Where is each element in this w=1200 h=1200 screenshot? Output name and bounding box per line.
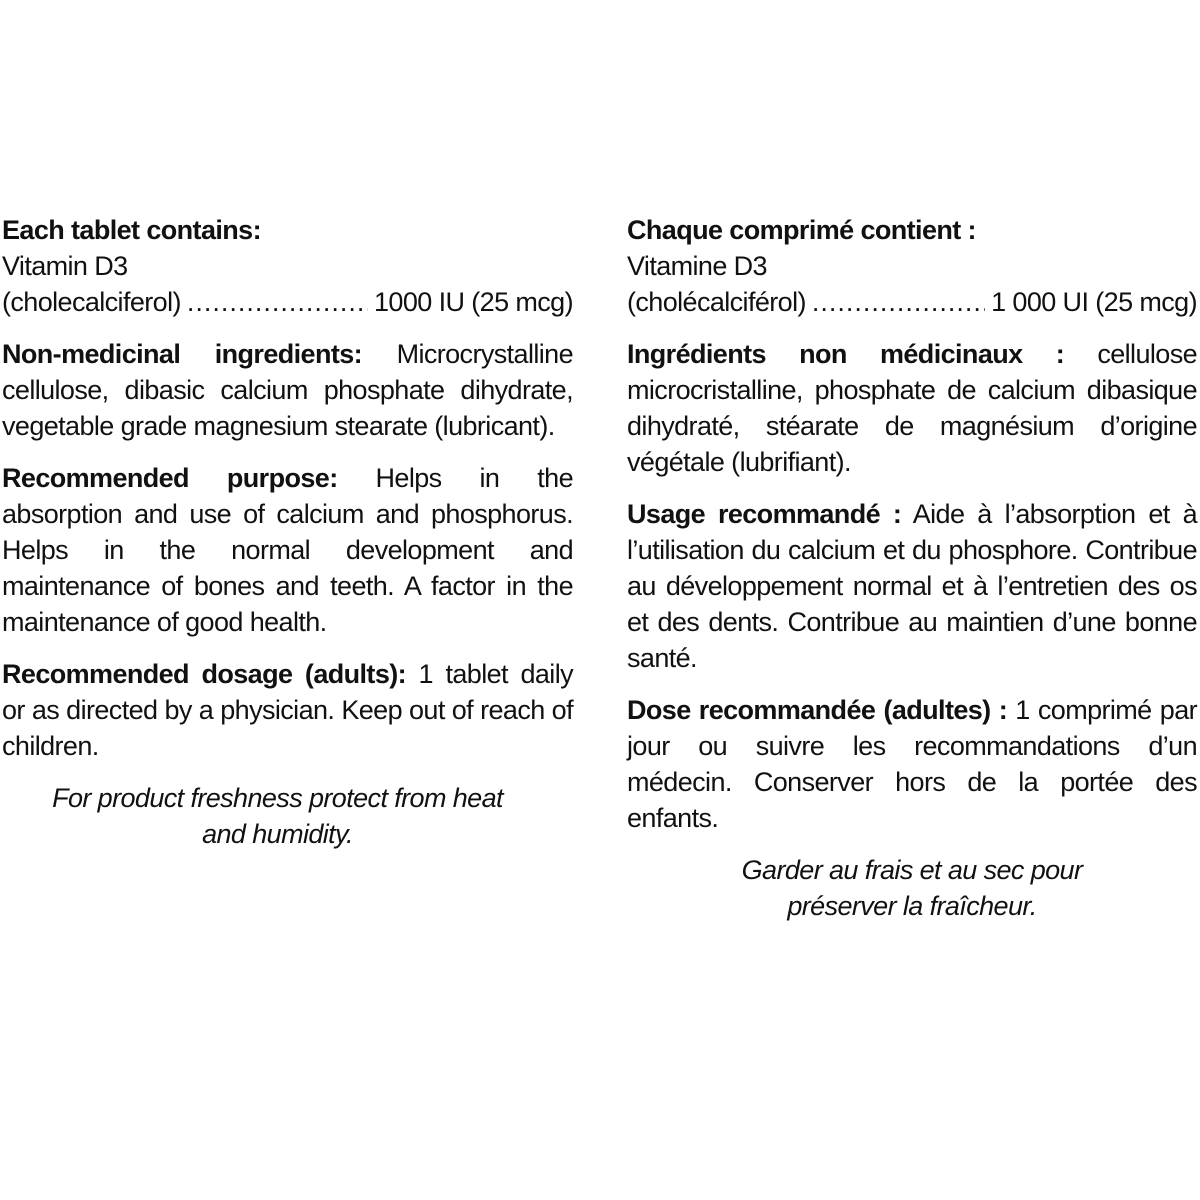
dosage-text-fr: 1 comprimé par jour ou suivre les recommandations d’un médecin. Conserver hors de la portée des enfants.	[627, 695, 1197, 833]
recommended-dosage-fr	[627, 692, 1197, 836]
storage-note-fr: Garder au frais et au sec pour préserver la fraîcheur.	[741, 855, 1083, 921]
non-medicinal-ingredients-fr	[627, 336, 1197, 480]
french-column	[627, 212, 1197, 924]
storage-note: For product freshness protect from heat and humidity.	[52, 783, 503, 849]
ingredient-row-fr	[627, 284, 1197, 320]
ingredient-chemical-name: (cholecalciferol)	[2, 287, 181, 317]
ingredient-chemical-name-fr: (cholécalciférol)	[627, 287, 806, 317]
purpose-text: Helps in the absorption and use of calcium and phosphorus. Helps in the normal development and maintenance of bones and teeth. A factor in the maintenance of good health.	[2, 463, 573, 637]
purpose-label: Recommended purpose:	[2, 463, 338, 493]
non-medicinal-label-fr: Ingrédients non médicinaux :	[627, 339, 1065, 369]
dosage-label-fr: Dose recommandée (adultes) :	[627, 695, 1008, 725]
dosage-label: Recommended dosage (adults):	[2, 659, 407, 689]
non-medicinal-text-fr: cellulose microcristalline, phosphate de calcium dibasique dihydraté, stéarate de magnésium d’origine végétale (lubrifiant).	[627, 339, 1198, 477]
ingredient-amount: 1000 IU (25 mcg)	[374, 287, 573, 317]
ingredient-name: Vitamin D3	[2, 251, 128, 281]
recommended-dosage	[2, 656, 573, 764]
non-medicinal-text: Microcrystalline cellulose, dibasic calcium phosphate dihydrate, vegetable grade magnesium stearate (lubricant).	[2, 339, 573, 441]
dosage-text: 1 tablet daily or as directed by a physician. Keep out of reach of children.	[2, 659, 573, 761]
dot-leader	[187, 284, 368, 320]
ingredient-row	[2, 284, 573, 320]
recommended-purpose	[2, 460, 573, 640]
recommended-purpose-fr	[627, 496, 1197, 676]
non-medicinal-ingredients	[2, 336, 573, 444]
purpose-label-fr: Usage recommandé :	[627, 499, 902, 529]
contains-title-fr: Chaque comprimé contient :	[627, 215, 976, 245]
dot-leader-fr	[812, 284, 985, 320]
contains-title: Each tablet contains:	[2, 215, 261, 245]
ingredient-amount-fr: 1 000 UI (25 mcg)	[991, 287, 1197, 317]
non-medicinal-label: Non-medicinal ingredients:	[2, 339, 363, 369]
ingredient-name-fr: Vitamine D3	[627, 251, 767, 281]
purpose-text-fr: Aide à l’absorption et à l’utilisation du calcium et du phosphore. Contribue au développement normal et à l’entretien des os et des dents. Contribue au maintien d’une bonne santé.	[627, 499, 1197, 673]
english-column	[2, 212, 573, 852]
